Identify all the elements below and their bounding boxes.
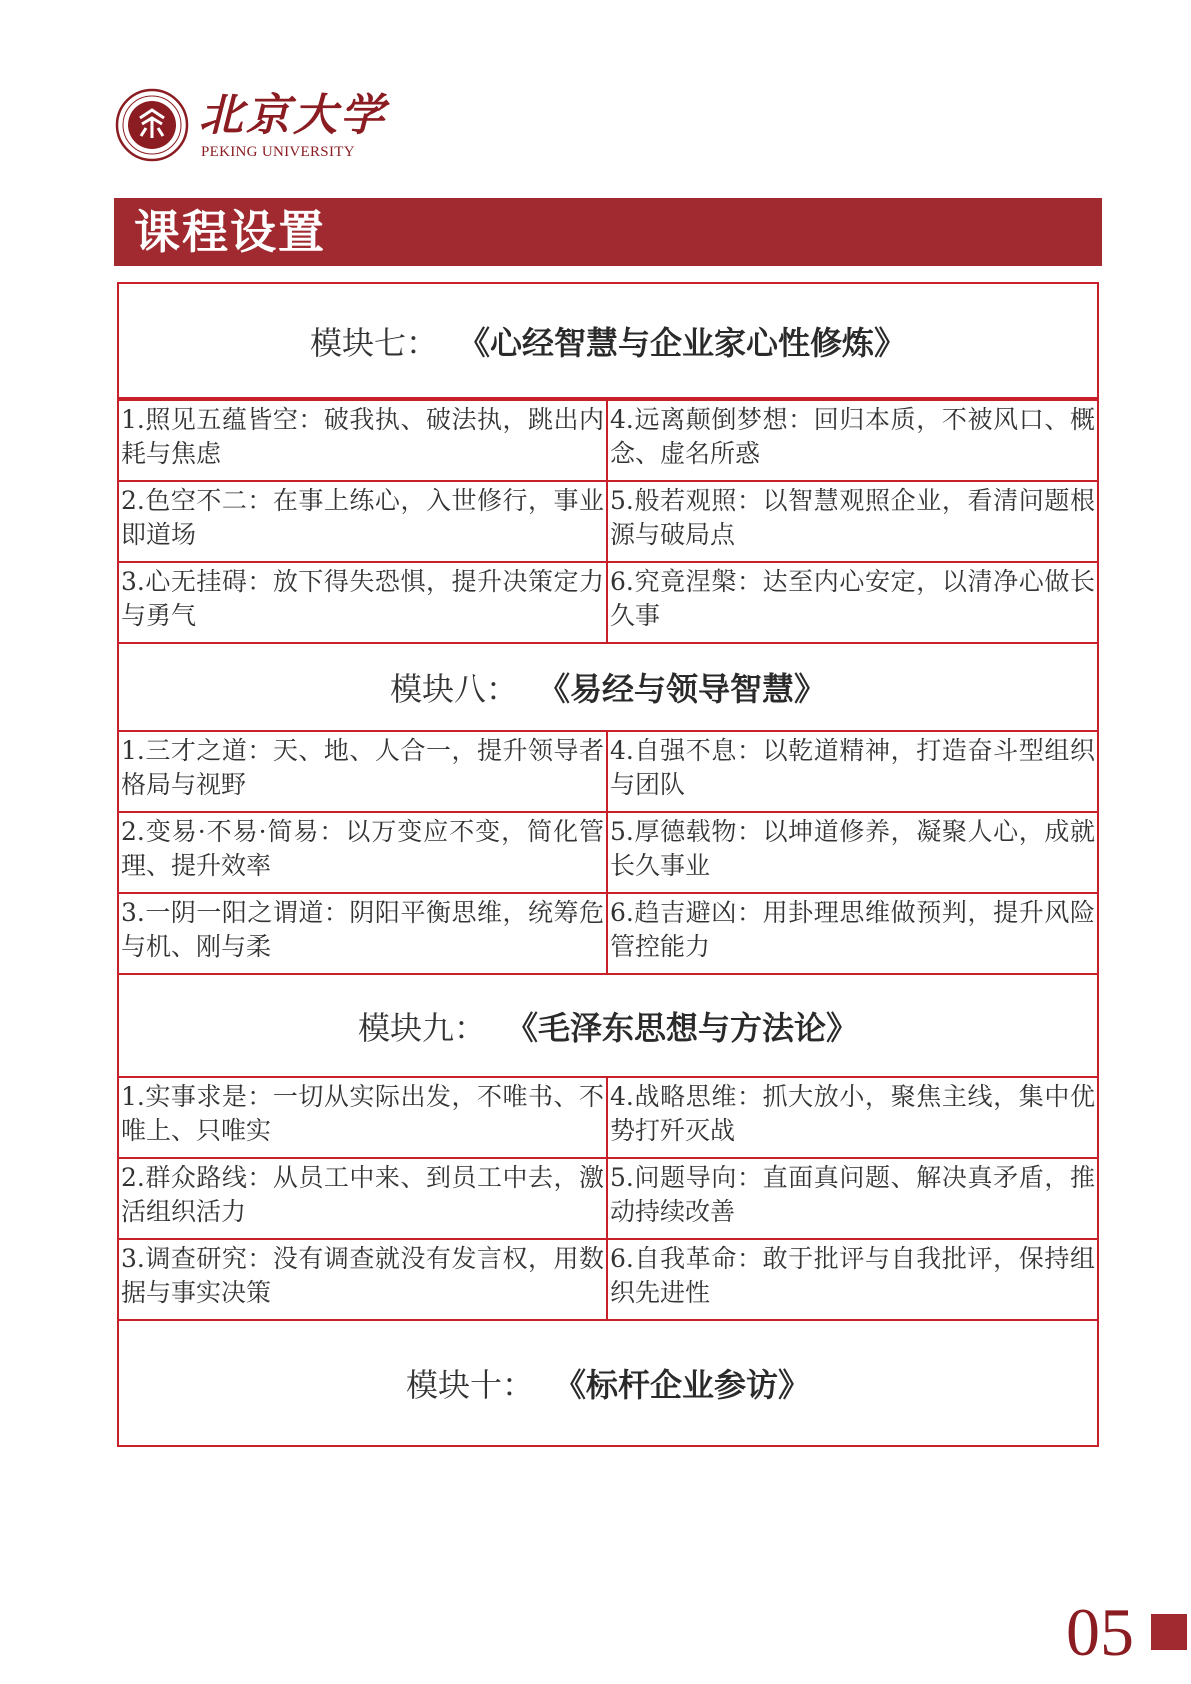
page-marker-square (1151, 1614, 1187, 1650)
module-title (119, 644, 1097, 732)
table-row (119, 732, 1097, 813)
course-item: 4.自强不息：以乾道精神，打造奋斗型组织与团队 (610, 736, 1095, 799)
module-name: 《心经智慧与企业家心性修炼》 (458, 323, 907, 362)
table-row (119, 1078, 1097, 1159)
module-title (119, 284, 1097, 401)
course-table (117, 282, 1099, 1447)
peking-university-logo (115, 88, 415, 168)
logo-chinese-name: 北京大学 (199, 90, 387, 141)
course-item: 2.色空不二：在事上练心，入世修行，事业即道场 (119, 482, 608, 561)
section-banner (114, 198, 1102, 266)
logo-english-name: PEKING UNIVERSITY (201, 144, 355, 160)
university-seal-icon (115, 88, 189, 162)
course-item: 3.一阴一阳之谓道：阴阳平衡思维，统筹危与机、刚与柔 (119, 894, 608, 973)
course-item: 5.问题导向：直面真问题、解决真矛盾，推动持续改善 (610, 1163, 1095, 1226)
course-item: 2.变易·不易·简易：以万变应不变，简化管理、提升效率 (119, 813, 608, 892)
table-row (119, 563, 1097, 644)
course-item: 2.群众路线：从员工中来、到员工中去，激活组织活力 (119, 1159, 608, 1238)
module-name: 《标杆企业参访》 (554, 1366, 811, 1404)
table-row (119, 1240, 1097, 1321)
course-item: 1.实事求是：一切从实际出发，不唯书、不唯上、只唯实 (119, 1078, 608, 1157)
table-row (119, 1159, 1097, 1240)
course-item: 4.战略思维：抓大放小，聚焦主线，集中优势打歼灭战 (610, 1082, 1095, 1145)
module-label: 模块九： (357, 1008, 486, 1047)
module-title (119, 975, 1097, 1078)
course-item: 1.三才之道：天、地、人合一，提升领导者格局与视野 (119, 732, 608, 811)
course-item: 3.心无挂碍：放下得失恐惧，提升决策定力与勇气 (119, 563, 608, 642)
section-title: 课程设置 (134, 205, 326, 259)
course-item: 3.调查研究：没有调查就没有发言权，用数据与事实决策 (119, 1240, 608, 1319)
module-label: 模块八： (389, 670, 518, 708)
table-row (119, 894, 1097, 975)
module-title (119, 1321, 1097, 1445)
table-row (119, 482, 1097, 563)
course-item: 5.厚德载物：以坤道修养，凝聚人心，成就长久事业 (610, 817, 1095, 880)
table-row (119, 401, 1097, 482)
course-item: 1.照见五蕴皆空：破我执、破法执，跳出内耗与焦虑 (119, 401, 608, 480)
module-label: 模块十： (405, 1366, 534, 1404)
course-item: 6.趋吉避凶：用卦理思维做预判，提升风险管控能力 (610, 898, 1095, 961)
course-item: 6.自我革命：敢于批评与自我批评，保持组织先进性 (610, 1244, 1095, 1307)
module-label: 模块七： (309, 323, 438, 362)
table-row (119, 813, 1097, 894)
module-name: 《易经与领导智慧》 (538, 670, 827, 708)
course-item: 4.远离颠倒梦想：回归本质，不被风口、概念、虚名所惑 (610, 405, 1095, 468)
course-item: 6.究竟涅槃：达至内心安定，以清净心做长久事 (610, 567, 1095, 630)
module-name: 《毛泽东思想与方法论》 (506, 1008, 859, 1047)
page-number: 05 (1066, 1594, 1134, 1670)
course-item: 5.般若观照：以智慧观照企业，看清问题根源与破局点 (610, 486, 1095, 549)
